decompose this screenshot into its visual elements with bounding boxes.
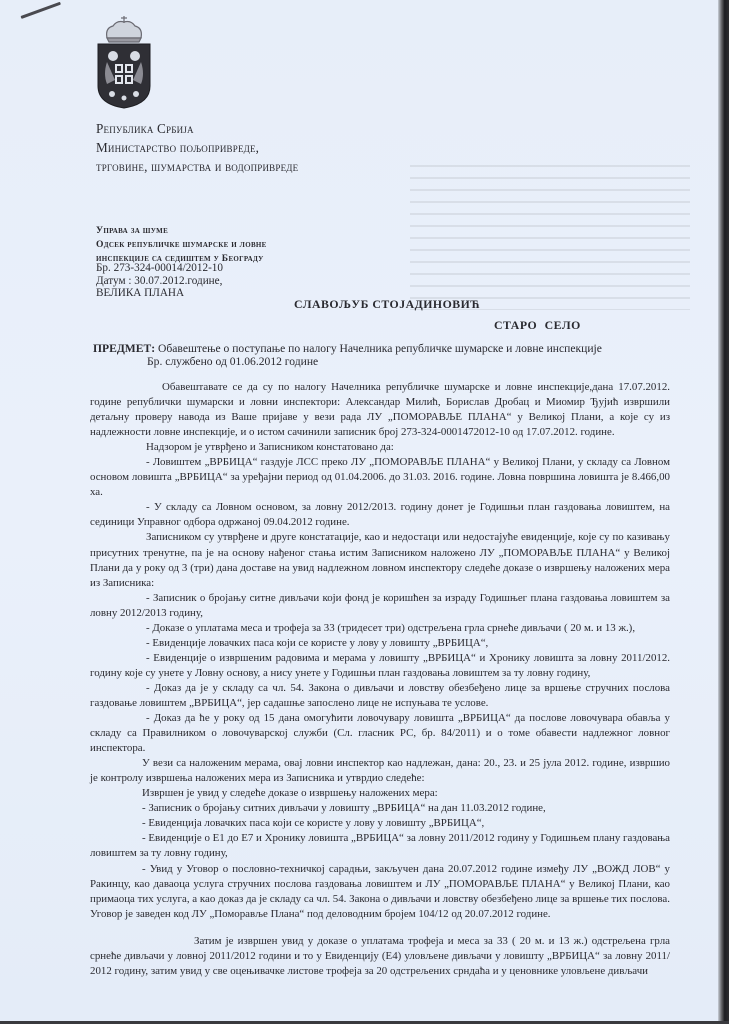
department-line-3: инспекције са седиштем у Београду (96, 253, 264, 264)
header-line-3: трговине, шумарства и водопривреде (96, 159, 299, 174)
serbia-coat-of-arms-icon (95, 14, 153, 110)
paragraph: Извршен је увид у следеће доказе о извршењу наложених мера: (142, 787, 438, 800)
paragraph: У вези са наложеним мерама, овај ловни инспектор као надлежан, дана: 20., 23. и 25 јула 2012. године, извршио је контролу извршења наложених мера из Записника и утврдио следеће: (90, 757, 670, 785)
scan-mark (20, 2, 60, 19)
subject-block (93, 342, 602, 368)
list-item: - Доказ да је у складу са чл. 54. Закона о дивљачи и ловству обезбеђено лице за вршење стручних послова газдовање ловиштем „ВРБИЦА“, јер садашње запослено лице не испуњава те услове. (90, 681, 670, 709)
list-item: - Евиденција ловачких паса који се користе у лову у ловишту „ВРБИЦА“, (142, 817, 485, 830)
ministry-header (96, 119, 298, 176)
list-item: - Записник о бројању ситних дивљачи у ловишту „ВРБИЦА“ на дан 11.03.2012 године, (142, 802, 546, 815)
paragraph: Затим је извршен увид у доказе о уплатама трофеја и меса за 33 ( 20 м. и 13 ж.) одстрељена грла срнеће дивљачи у ловној 2011/2012 години и то у Евиденцију (Е4) уловљене дивљачи у ловишту „ВРБИЦА“ за ловну 2011/ 2012 годину, затим увид у све оцењивачке листове трофеја за 20 одстрељених срндаћа и у ценовнике уловљене дивљачи (90, 934, 670, 977)
document-city: ВЕЛИКА ПЛАНА (96, 287, 185, 299)
subject-text: Обавештење о поступање по налогу Начелника републичке шумарске и ловне инспекције (155, 342, 602, 355)
document-date: Датум : 30.07.2012.године, (96, 274, 223, 287)
subject-label: ПРЕДМЕТ: (93, 342, 156, 355)
subject-line-2: Бр. службено од 01.06.2012 године (147, 355, 319, 368)
paragraph: Надзором је утврђено и Записником констатовано да: (146, 441, 394, 454)
recipient-name: СЛАВОЉУБ СТОЈАДИНОВИЋ (294, 297, 481, 311)
spacer (90, 922, 670, 934)
scan-right-edge (718, 0, 729, 1024)
letter-body (90, 380, 670, 979)
paragraph: Обавештавате се да су по налогу Начелника републичке шумарске и ловне инспекције,дана 17.07.2012. године републички шумарски и ловни инспектори: Александар Милић, Борислав Дробац и Миомир Ђујић извршили детаљну проверу навода из Ваше пријаве у вези рада ЛУ „ПОМОРАВЉЕ ПЛАНА“ у Великој Плани, а које су из надлежности ловне инспекције, и о истом сачинили записник број 273-324-0001472012-10 од 17.07.2012. године. (90, 381, 670, 439)
list-item: - Доказе о уплатама меса и трофеја за 33 (тридесет три) одстрељена грла срнеће дивљачи ( 20 м. и 13 ж.), (146, 621, 636, 634)
header-line-1: Република Србија (96, 121, 194, 136)
paragraph: Записником су утврђене и друге констатације, као и недостаци или недостајуће евиденције, које су по казивању присутних тренутне, па је на основу нађеног стања истим Записником наложено ЛУ „ПОМОРАВЉЕ ПЛАНА“ у Великој Плани да у року од 3 (три) дана доставе на увид надлежном ловном инспектору следеће доказе о извршењу наложених мера из Записника: (90, 531, 670, 589)
department-block (96, 224, 267, 266)
department-line-2: Одсек републичке шумарске и ловне (96, 239, 267, 250)
recipient-place: СТАРО СЕЛО (494, 318, 581, 332)
header-line-2: Министарство пољопривреде, (96, 140, 260, 155)
list-item: - Евиденције о извршеним радовима и мерама у ловишту „ВРБИЦА“ и Хронику ловишта за ловну 2011/2012. годину које су унете у Ловну основу, а нису унете у Годишњи план газдовања ловиштем за ту ловну годину, (90, 651, 670, 679)
document-meta (96, 262, 223, 300)
list-item: - Евиденције о Е1 до Е7 и Хронику ловишта „ВРБИЦА“ за ловну 2011/2012 годину у Годишњем плану газдовања ловиштем за ту ловну годину, (90, 832, 670, 860)
list-item: - Записник о бројању ситне дивљачи који фонд је коришћен за израду Годишњег плана газдовања ловиштем за ловну 2012/2013 годину, (90, 591, 670, 619)
list-item: - Увид у Уговор о пословно-техничкој сарадњи, закључен дана 20.07.2012 године између ЛУ „ВОЖД ЛОВ“ у Ракинцу, као даваоца услуга стручних послова газдовања ловиштем и ЛУ „ПОМОРАВЉЕ ПЛАНА“ у Великој Плани, као примаоца тих услуга, а као доказ да је складу са чл. 54. Закона о дивљачи и ловству обезбеђено лице за вршење тих послова. Уговор је заведен код ЛУ „Поморавље Плана“ под деловодним бројем 104/12 од 20.07.2012 године. (90, 862, 670, 920)
bleed-through-text (410, 165, 690, 310)
list-item: - Евиденције ловачких паса који се користе у лову у ловишту „ВРБИЦА“, (146, 636, 489, 649)
department-line-1: Управа за шуме (96, 225, 169, 236)
paragraph: - Ловиштем „ВРБИЦА“ газдује ЛСС преко ЛУ „ПОМОРАВЉЕ ПЛАНА“ у Великој Плани, у складу са Ловном основом ловишта „ВРБИЦА“ за уређајни период од 01.04.2006. до 31.03. 2016. године. Ловна површина ловишта је 8.466,00 ха. (90, 456, 670, 499)
list-item: - Доказ да ће у року од 15 дана омогућити ловочувару ловишта „ВРБИЦА“ да послове ловочувара обавља у складу са Правилником о ловочуварској служби (Сл. гласник РС, бр. 84/2011) и о томе обавести надлежног ловног инспектора. (90, 712, 670, 755)
document-number: Бр. 273-324-00014/2012-10 (96, 262, 223, 274)
paragraph: - У складу са Ловном основом, за ловну 2012/2013. годину донет је Годишњи план газдовања ловиштем, на сединици Управног одбора одржаној 09.04.2012 године. (90, 501, 670, 529)
